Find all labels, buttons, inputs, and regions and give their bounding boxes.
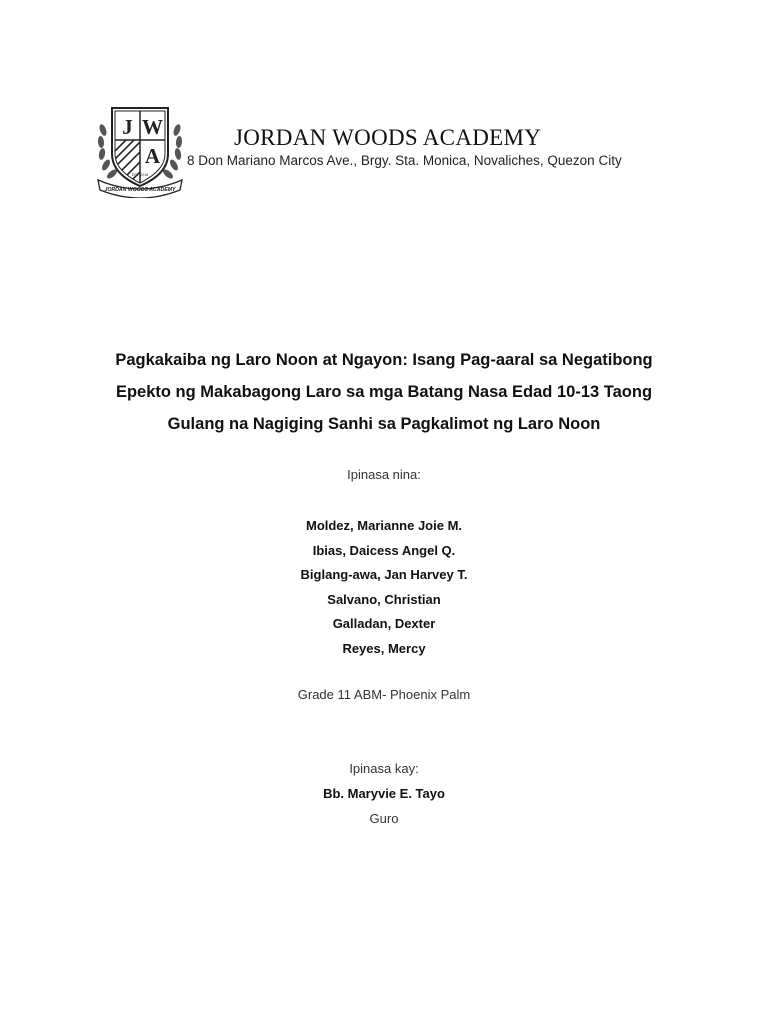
- school-name: JORDAN WOODS ACADEMY: [234, 125, 542, 150]
- title-line: Epekto ng Makabagong Laro sa mga Batang Nasa Edad 10-13 Taong: [115, 383, 653, 401]
- school-header: [94, 102, 694, 202]
- submitted-to-label: Ipinasa kay:: [349, 761, 419, 776]
- submitted-by-label: Ipinasa nina:: [347, 467, 421, 482]
- author-name: Galladan, Dexter: [332, 616, 436, 632]
- teacher-name: Bb. Maryvie E. Tayo: [323, 786, 445, 801]
- school-crest-icon: [94, 102, 186, 198]
- grade-section: Grade 11 ABM- Phoenix Palm: [297, 687, 471, 702]
- author-name: Moldez, Marianne Joie M.: [305, 518, 463, 533]
- crest-letter-w: W: [142, 115, 163, 139]
- title-line: Pagkakaiba ng Laro Noon at Ngayon: Isang Pag-aaral sa Negatibong: [115, 351, 653, 369]
- crest-banner-text: JORDAN WOODS ACADEMY: [104, 187, 176, 193]
- author-name: Reyes, Mercy: [342, 640, 426, 656]
- crest-est: EST. 2018: [131, 173, 149, 177]
- author-name: Biglang-awa, Jan Harvey T.: [300, 567, 468, 583]
- research-title: [60, 344, 708, 440]
- teacher-role: Guro: [369, 811, 399, 826]
- school-address: 8 Don Mariano Marcos Ave., Brgy. Sta. Monica, Novaliches, Quezon City: [187, 153, 622, 168]
- author-list: [0, 514, 768, 662]
- title-line: Gulang na Nagiging Sanhi sa Pagkalimot ng Laro Noon: [167, 415, 601, 433]
- author-name: Salvano, Christian: [327, 591, 441, 607]
- author-name: Ibias, Daicess Angel Q.: [312, 542, 456, 558]
- crest-letter-a: A: [144, 144, 161, 168]
- crest-letter-j: J: [122, 115, 133, 139]
